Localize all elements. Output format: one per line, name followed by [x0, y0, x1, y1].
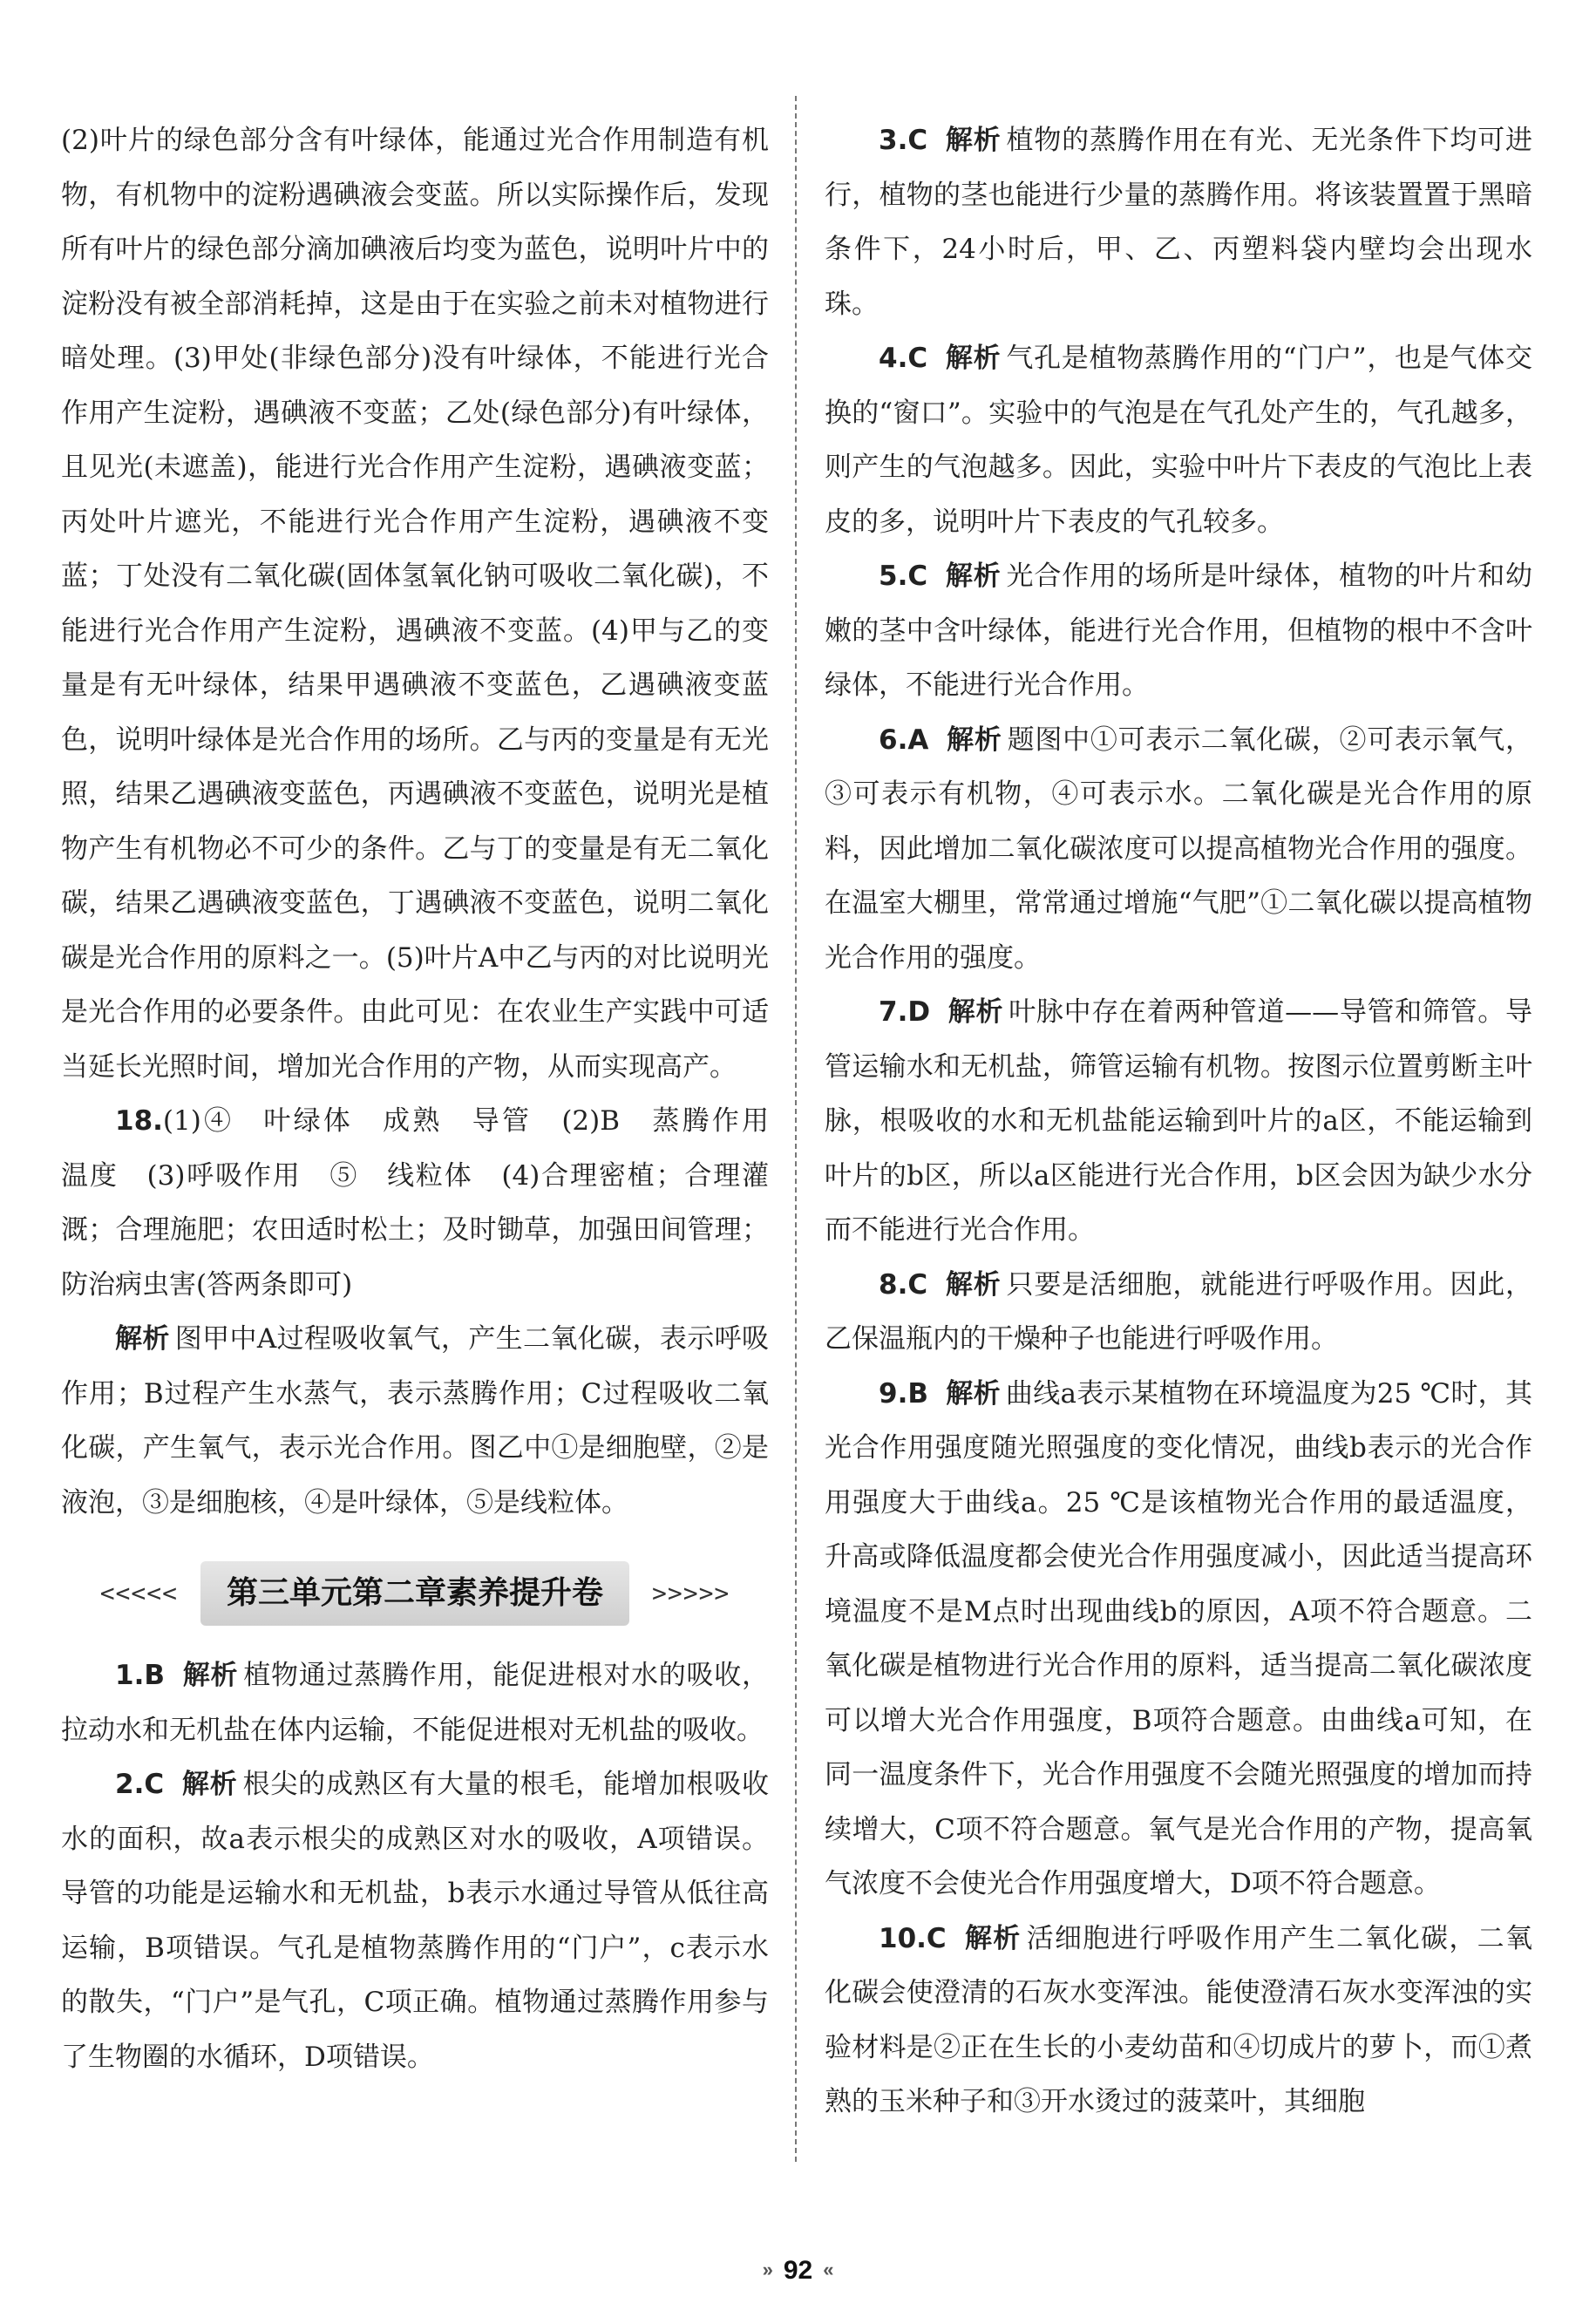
analysis-text: 气孔是植物蒸腾作用的“门户”，也是气体交换的“窗口”。实验中的气泡是在气孔处产生的，气孔越多，则产生的气泡越多。因此，实验中叶片下表皮的气泡比上表皮的多，说明叶片下表皮的气孔较多。: [825, 343, 1533, 538]
answer-text: (1)④ 叶绿体 成熟 导管 (2)B 蒸腾作用 温度 (3)呼吸作用 ⑤ 线粒体 (4)合理密植；合理灌溉；合理施肥；农田适时松土；及时锄草，加强田间管理；防治病虫害(答两条即可): [61, 1105, 796, 1301]
analysis-18: [61, 1312, 769, 1530]
answer-17-continuation: (2)叶片的绿色部分含有叶绿体，能通过光合作用制造有机物，有机物中的淀粉遇碘液会变蓝。所以实际操作后，发现所有叶片的绿色部分滴加碘液后均变为蓝色，说明叶片中的淀粉没有被全部消耗掉，这是由于在实验之前未对植物进行暗处理。(3)甲处(非绿色部分)没有叶绿体，不能进行光合作用产生淀粉，遇碘液不变蓝；乙处(绿色部分)有叶绿体，且见光(未遮盖)，能进行光合作用产生淀粉，遇碘液变蓝；丙处叶片遮光，不能进行光合作用产生淀粉，遇碘液不变蓝；丁处没有二氧化碳(固体氢氧化钠可吸收二氧化碳)，不能进行光合作用产生淀粉，遇碘液不变蓝。(4)甲与乙的变量是有无叶绿体，结果甲遇碘液不变蓝色，乙遇碘液变蓝色，说明叶绿体是光合作用的场所。乙与丙的变量是有无光照，结果乙遇碘液变蓝色，丙遇碘液不变蓝色，说明光是植物产生有机物必不可少的条件。乙与丁的变量是有无二氧化碳，结果乙遇碘液变蓝色，丁遇碘液不变蓝色，说明二氧化碳是光合作用的原料之一。(5)叶片A中乙与丙的对比说明光是光合作用的必要条件。由此可见：在农业生产实践中可适当延长光照时间，增加光合作用的产物，从而实现高产。: [61, 125, 769, 1083]
section-title: 第三单元第二章素养提升卷: [200, 1561, 629, 1627]
analysis-text: 只要是活细胞，就能进行呼吸作用。因此，乙保温瓶内的干燥种子也能进行呼吸作用。: [825, 1268, 1533, 1355]
analysis-text: 题图中①可表示二氧化碳，②可表示氧气，③可表示有机物，④可表示水。二氧化碳是光合作用的原料，因此增加二氧化碳浓度可以提高植物光合作用的强度。在温室大棚里，常常通过增施“气肥”①二氧化碳以提高植物光合作用的强度。: [825, 724, 1533, 974]
answer-6: [825, 713, 1532, 986]
analysis-label: 解析: [945, 343, 1002, 374]
analysis-label: 解析: [963, 1922, 1022, 1954]
question-number: 2.C: [115, 1769, 165, 1800]
analysis-text: 曲线a表示某植物在环境温度为25 ℃时，其光合作用强度随光照强度的变化情况，曲线b表示的光合作用强度大于曲线a。25 ℃是该植物光合作用的最适温度，升高或降低温度都会使光合作用强度减小，因此适当提高环境温度不是M点时出现曲线b的原因，A项不符合题意。二氧化碳是植物进行光合作用的原料，适当提高二氧化碳浓度可以增大光合作用强度，B项符合题意。由曲线a可知，在同一温度条件下，光合作用强度不会随光照强度的增加而持续增大，C项不符合题意。氧气是光合作用的产物，提高氧气浓度不会使光合作用强度增大，D项不符合题意。: [825, 1377, 1532, 1899]
right-column: [825, 113, 1532, 2130]
answer-18: [61, 1094, 796, 1312]
question-number: 8.C: [879, 1268, 928, 1301]
analysis-label: 解析: [947, 996, 1004, 1028]
analysis-text: 图甲中A过程吸收氧气，产生二氧化碳，表示呼吸作用；B过程产生水蒸气，表示蒸腾作用；C过程吸收二氧化碳，产生氧气，表示光合作用。图乙中①是细胞壁，②是液泡，③是细胞核，④是叶绿体，⑤是线粒体。: [61, 1323, 769, 1518]
analysis-label: 解析: [181, 1769, 238, 1800]
question-number: 4.C: [879, 343, 928, 374]
analysis-label: 解析: [945, 125, 1002, 156]
answer-3: [825, 113, 1532, 331]
answer-1: [61, 1648, 769, 1757]
answer-10: [825, 1912, 1532, 2130]
analysis-label: 解析: [945, 1377, 1001, 1410]
answer-2: [61, 1757, 769, 2084]
analysis-text: 植物的蒸腾作用在有光、无光条件下均可进行，植物的茎也能进行少量的蒸腾作用。将该装置置于黑暗条件下，24小时后，甲、乙、丙塑料袋内壁均会出现水珠。: [825, 125, 1533, 320]
page-number: 92: [783, 2256, 813, 2285]
page-arrow-right-icon: «: [823, 2259, 834, 2280]
question-number: 10.C: [879, 1922, 947, 1954]
analysis-label: 解析: [945, 561, 1002, 592]
question-number: 3.C: [879, 125, 928, 156]
page-arrow-left-icon: »: [762, 2259, 773, 2280]
banner-left-arrows: <<<<<: [99, 1578, 178, 1607]
analysis-label: 解析: [181, 1660, 239, 1691]
page-number-footer: [0, 2256, 1596, 2286]
answer-9: [825, 1367, 1532, 1912]
analysis-label: 解析: [115, 1323, 170, 1355]
question-number: 7.D: [879, 996, 931, 1028]
question-number: 18.: [115, 1105, 163, 1137]
banner-right-arrows: >>>>>: [652, 1578, 730, 1607]
section-banner: [61, 1563, 769, 1624]
column-divider: [795, 96, 797, 2162]
analysis-text: 活细胞进行呼吸作用产生二氧化碳，二氧化碳会使澄清的石灰水变浑浊。能使澄清石灰水变浑浊的实验材料是②正在生长的小麦幼苗和④切成片的萝卜，而①煮熟的玉米种子和③开水烫过的菠菜叶，其细胞: [825, 1922, 1533, 2117]
analysis-text: 光合作用的场所是叶绿体，植物的叶片和幼嫩的茎中含叶绿体，能进行光合作用，但植物的根中不含叶绿体，不能进行光合作用。: [825, 561, 1533, 701]
question-number: 6.A: [879, 724, 929, 756]
question-number: 5.C: [879, 561, 928, 592]
analysis-label: 解析: [946, 724, 1002, 756]
question-number: 1.B: [115, 1660, 165, 1691]
analysis-text: 叶脉中存在着两种管道——导管和筛管。导管运输水和无机盐，筛管运输有机物。按图示位置剪断主叶脉，根吸收的水和无机盐能运输到叶片的a区，不能运输到叶片的b区，所以a区能进行光合作用，b区会因为缺少水分而不能进行光合作用。: [825, 996, 1533, 1246]
answer-8: [825, 1258, 1532, 1367]
question-number: 9.B: [879, 1377, 928, 1410]
analysis-text: 根尖的成熟区有大量的根毛，能增加根吸收水的面积，故a表示根尖的成熟区对水的吸收，A项错误。导管的功能是运输水和无机盐，b表示水通过导管从低往高运输，B项错误。气孔是植物蒸腾作用的“门户”，c表示水的散失，“门户”是气孔，C项正确。植物通过蒸腾作用参与了生物圈的水循环，D项错误。: [61, 1769, 770, 2073]
left-column: [61, 113, 796, 2084]
answer-5: [825, 549, 1532, 713]
analysis-text: 植物通过蒸腾作用，能促进根对水的吸收，拉动水和无机盐在体内运输，不能促进根对无机盐的吸收。: [61, 1660, 770, 1746]
answer-4: [825, 331, 1532, 549]
analysis-label: 解析: [945, 1268, 1002, 1301]
answer-7: [825, 985, 1532, 1258]
